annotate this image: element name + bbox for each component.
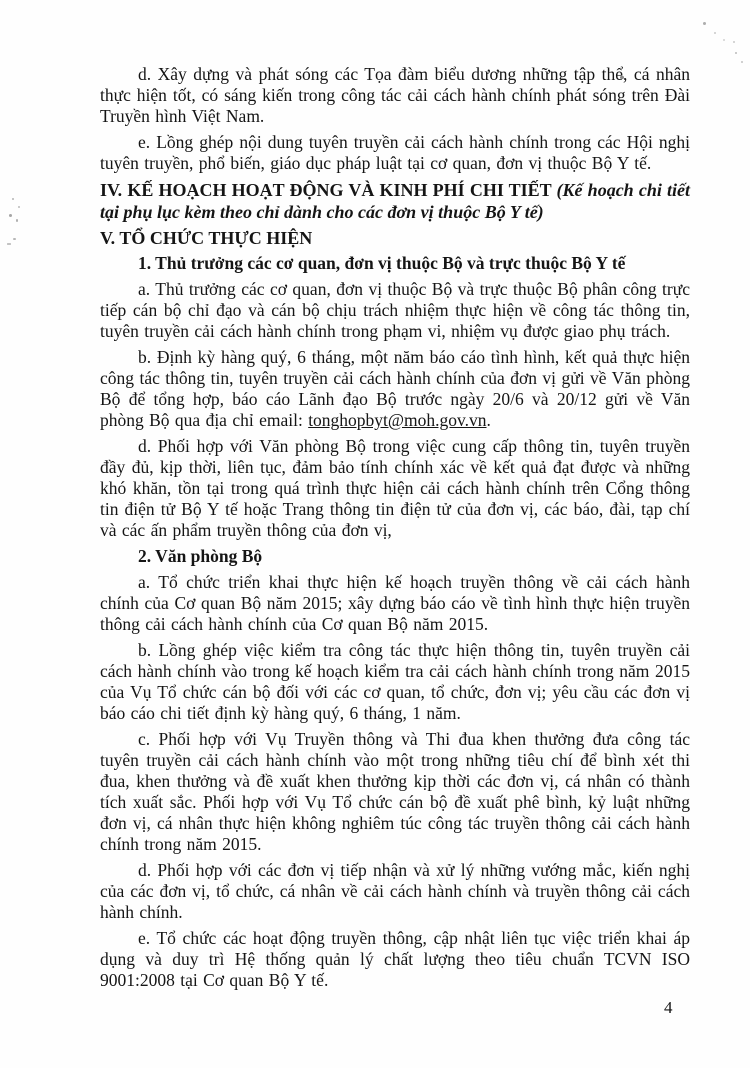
paragraph-1b-period: . (486, 410, 491, 430)
section-heading-v: V. TỔ CHỨC THỰC HIỆN (100, 228, 313, 248)
scan-speck (13, 238, 16, 240)
scan-speck (12, 198, 14, 200)
paragraph-1d: d. Phối hợp với Văn phòng Bộ trong việc cung cấp thông tin, tuyên truyền đầy đủ, kịp thời, liên tục, đảm bảo tính chính xác về kết quả đạt được và những khó khăn, tồn tại trong quá trình thực hiện cải cách hành chính trên Cổng thông tin điện tử Bộ Y tế hoặc Trang thông tin điện tử của đơn vị, các báo, đài, tạp chí và các ấn phẩm truyền thông của đơn vị, (100, 436, 690, 540)
paragraph-2e: e. Tổ chức các hoạt động truyền thông, cập nhật liên tục việc triển khai áp dụng và duy trì Hệ thống quản lý chất lượng theo tiêu chuẩn TCVN ISO 9001:2008 tại Cơ quan Bộ Y tế. (100, 928, 690, 990)
scan-speck (18, 206, 20, 208)
scan-speck (735, 52, 737, 54)
section-heading-iv-title: IV. KẾ HOẠCH HOẠT ĐỘNG VÀ KINH PHÍ CHI TIẾT (100, 180, 557, 200)
paragraph-e-topic: e. Lồng ghép nội dung tuyên truyền cải cách hành chính trong các Hội nghị tuyên truyền, phổ biến, giáo dục pháp luật tại cơ quan, đơn vị thuộc Bộ Y tế. (100, 132, 690, 173)
scan-speck (7, 243, 11, 245)
paragraph-1a: a. Thủ trưởng các cơ quan, đơn vị thuộc Bộ và trực thuộc Bộ phân công trực tiếp cán bộ chỉ đạo và cán bộ chịu trách nhiệm thực hiện về công tác thông tin, tuyên truyền cải cách hành chính trong phạm vi, nhiệm vụ được giao phụ trách. (100, 279, 690, 341)
paragraph-1b (100, 347, 690, 431)
paragraph-2b: b. Lồng ghép việc kiểm tra công tác thực hiện thông tin, tuyên truyền cải cách hành chính vào trong kế hoạch kiểm tra cải cách hành chính trong năm 2015 của Vụ Tổ chức cán bộ đối với các cơ quan, tổ chức, đơn vị; yêu cầu các đơn vị báo cáo chi tiết định kỳ hàng quý, 6 tháng, 1 năm. (100, 640, 690, 723)
paragraph-d-topic: d. Xây dựng và phát sóng các Tọa đàm biểu dương những tập thể, cá nhân thực hiện tốt, có sáng kiến trong công tác cải cách hành chính phát sóng trên Đài Truyền hình Việt Nam. (100, 64, 690, 126)
scan-speck (733, 41, 735, 43)
scan-speck (703, 22, 706, 25)
paragraph-1b-text: b. Định kỳ hàng quý, 6 tháng, một năm báo cáo tình hình, kết quả thực hiện công tác thông tin, tuyên truyền cải cách hành chính của đơn vị gửi về Văn phòng Bộ để tổng hợp, báo cáo Lãnh đạo Bộ trước ngày 20/6 và 20/12 gửi về Văn phòng Bộ qua địa chỉ email: (100, 347, 690, 430)
email-address: tonghopbyt@moh.gov.vn (308, 410, 487, 430)
scan-speck (16, 219, 18, 222)
page-number: 4 (664, 998, 673, 1017)
document-content (100, 64, 690, 996)
paragraph-2d: d. Phối hợp với các đơn vị tiếp nhận và xử lý những vướng mắc, kiến nghị của các đơn vị, tổ chức, cá nhân về cải cách hành chính và truyền thông cải cách hành chính. (100, 860, 690, 922)
scan-speck (714, 32, 716, 34)
section-heading-iv (100, 179, 690, 223)
scan-speck (9, 214, 12, 217)
subsection-2-heading: 2. Văn phòng Bộ (138, 546, 263, 566)
scan-speck (741, 61, 743, 63)
section-heading-iv-note: (Kế hoạch chi tiết tại phụ lục kèm theo chỉ dành cho các đơn vị thuộc Bộ Y tế) (100, 180, 691, 222)
paragraph-2c: c. Phối hợp với Vụ Truyền thông và Thi đua khen thưởng đưa công tác tuyên truyền cải cách hành chính vào một trong những tiêu chí để bình xét thi đua, khen thưởng và đề xuất khen thưởng kịp thời các đơn vị, cá nhân có thành tích xuất sắc. Phối hợp với Vụ Tổ chức cán bộ đề xuất phê bình, kỷ luật những đơn vị, cá nhân thực hiện không nghiêm túc công tác truyền thông cải cách hành chính trong năm 2015. (100, 729, 690, 854)
subsection-1-heading: 1. Thủ trưởng các cơ quan, đơn vị thuộc Bộ và trực thuộc Bộ Y tế (138, 253, 626, 273)
scan-speck (723, 39, 725, 41)
paragraph-2a: a. Tổ chức triển khai thực hiện kế hoạch truyền thông về cải cách hành chính của Cơ quan Bộ năm 2015; xây dựng báo cáo về tình hình thực hiện truyền thông cải cách hành chính của Cơ quan Bộ năm 2015. (100, 572, 690, 634)
